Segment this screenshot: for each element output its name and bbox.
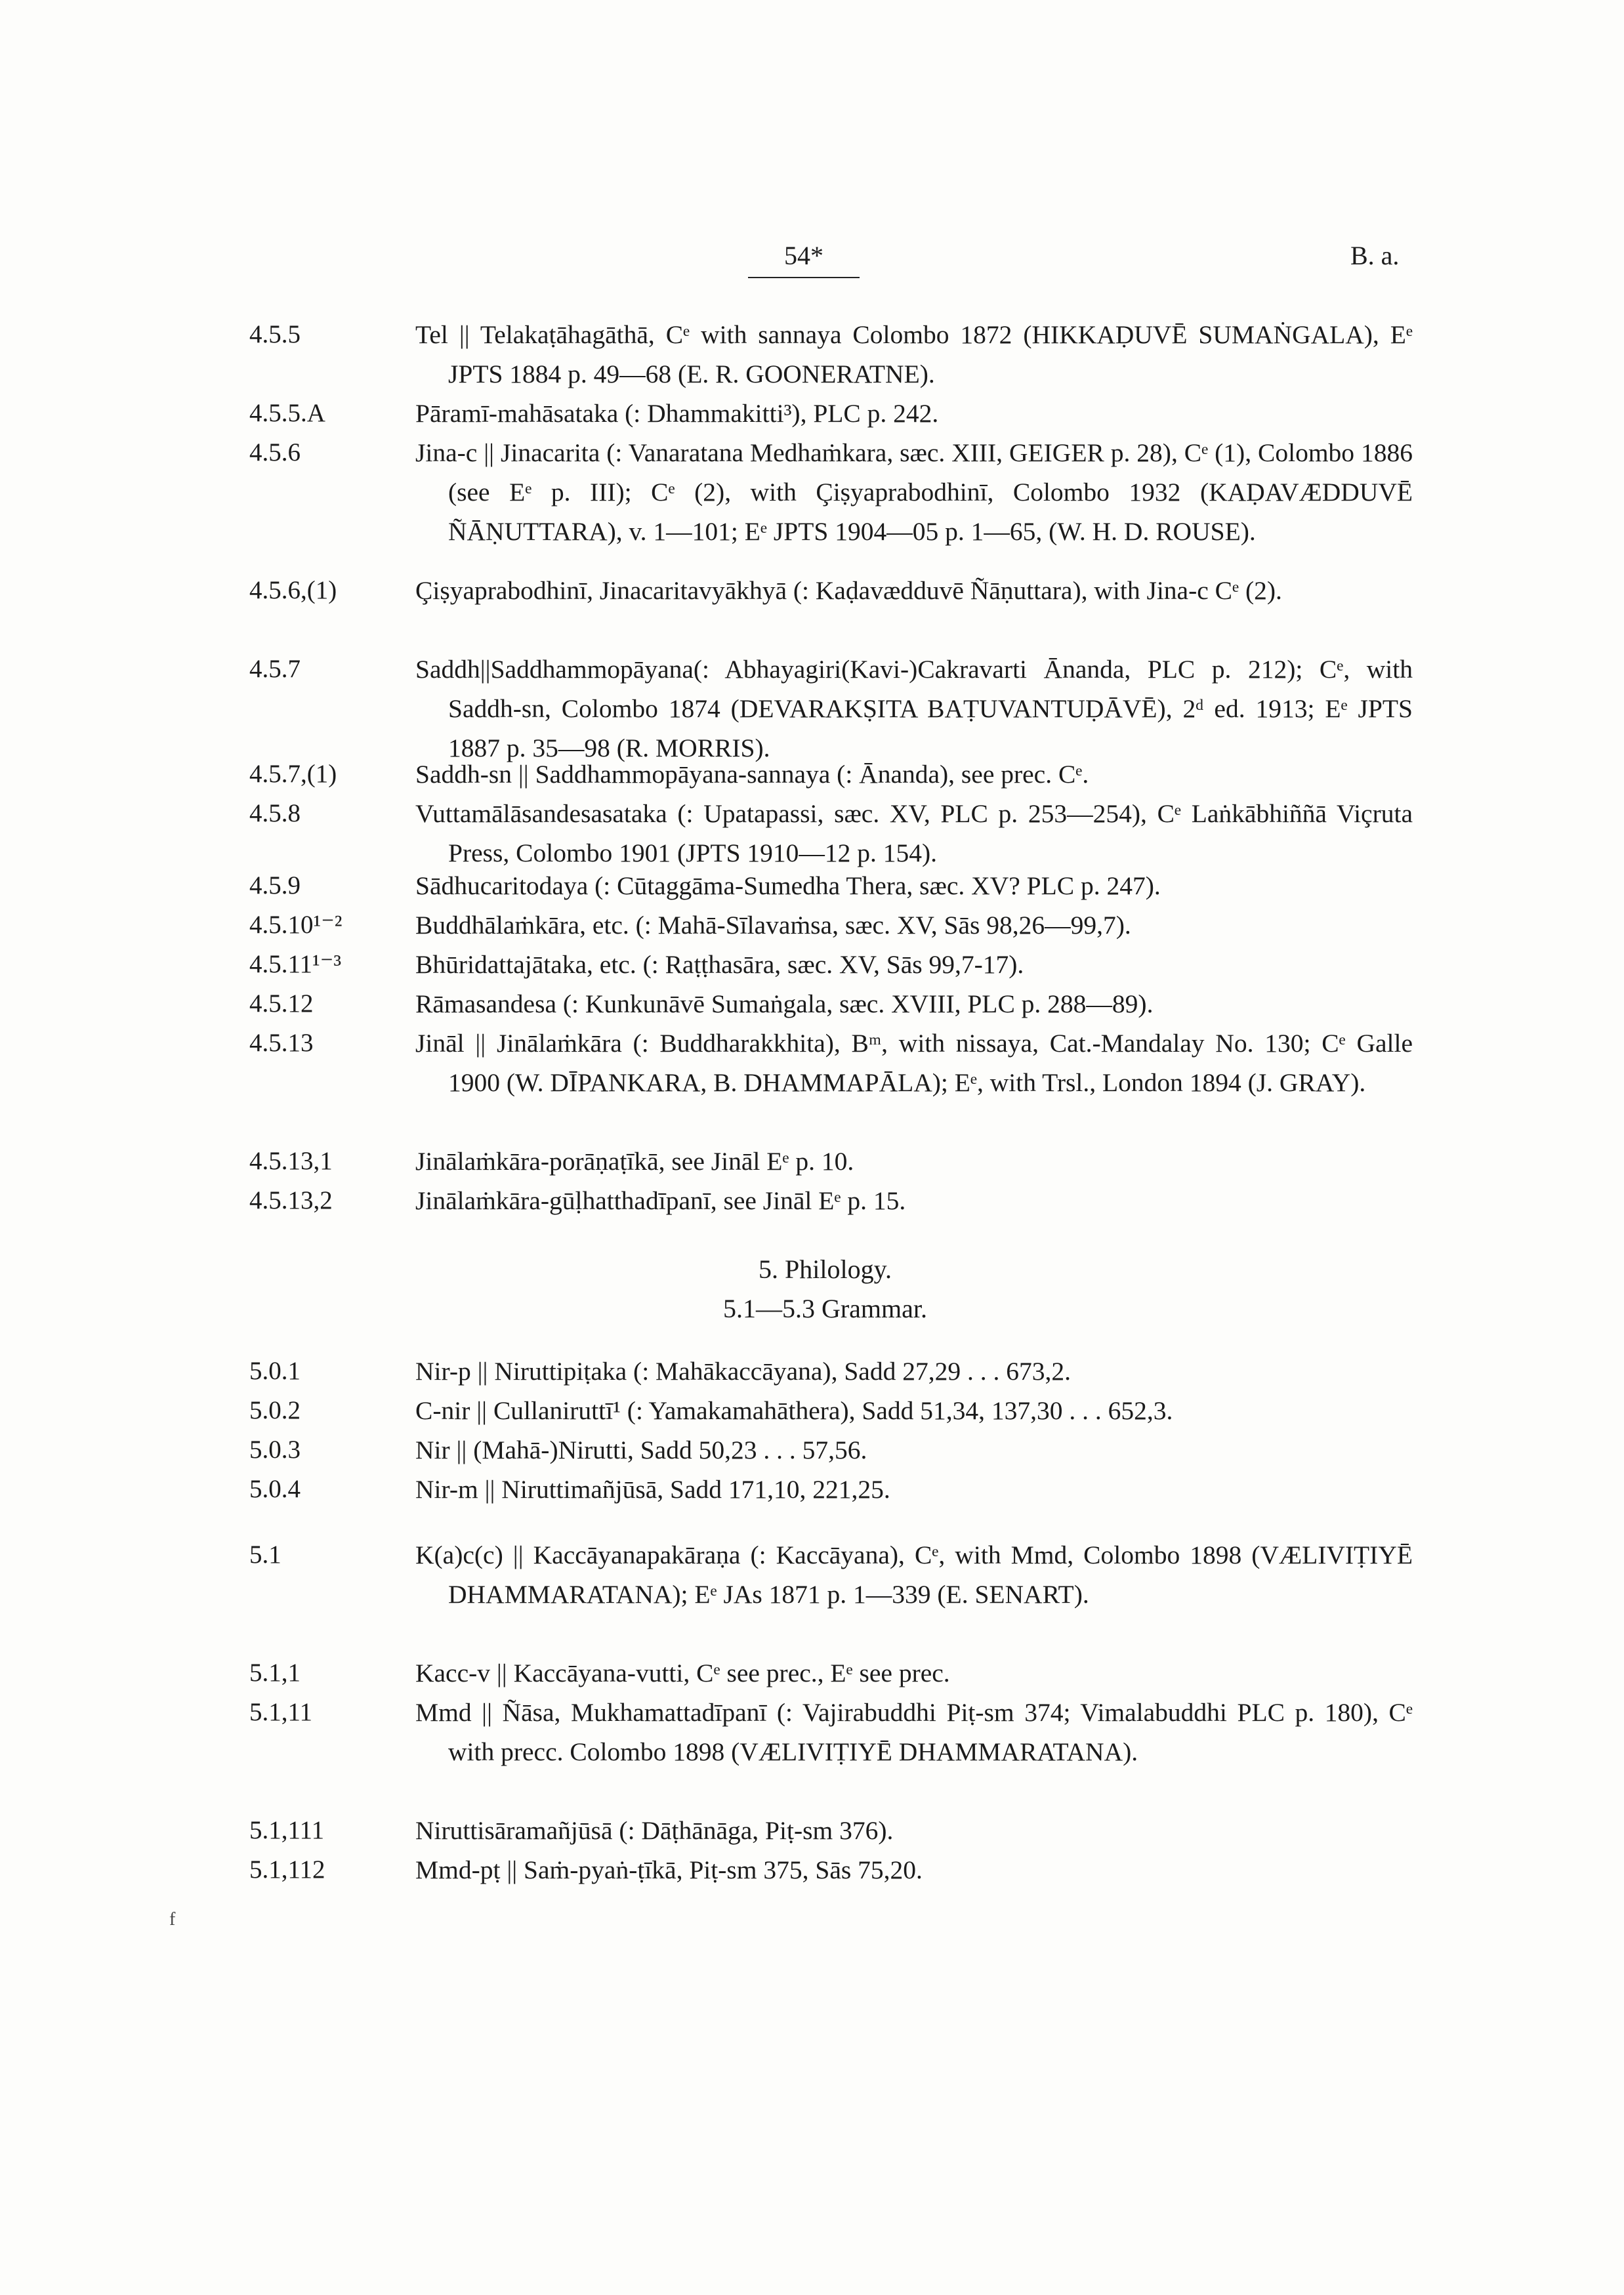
- entry-text: Jinālaṁkāra-porāṇaṭīkā, see Jināl Eᵉ p. 10.: [415, 1147, 854, 1176]
- entry-number: 4.5.6: [249, 438, 301, 466]
- section-mark: B. a.: [1350, 241, 1400, 270]
- entry-text: Saddh||Saddhammopāyana(: Abhayagiri(Kavi-)Cakravarti Ānanda, PLC p. 212); Cᵉ, with Saddh-sn, Colombo 1874 (DEVARAKṢITA BAṬUVANTUḌĀVĒ), 2ᵈ ed. 1913; Eᵉ JPTS 1887 p. 35—98 (R. MORRIS).: [415, 655, 1413, 762]
- entry-text: Niruttisāramañjūsā (: Dāṭhānāga, Piṭ-sm 376).: [415, 1816, 894, 1845]
- entry-number: 4.5.13: [249, 1029, 314, 1057]
- entry-number: 4.5.11¹⁻³: [249, 950, 342, 978]
- entry-text: Rāmasandesa (: Kunkunāvē Sumaṅgala, sæc. XVIII, PLC p. 288—89).: [415, 989, 1154, 1018]
- entry-number: 5.1,112: [249, 1855, 325, 1884]
- section-subtitle: 5.1—5.3 Grammar.: [722, 1294, 928, 1323]
- entry-number: 4.5.7: [249, 655, 301, 683]
- entry-number: 4.5.7,(1): [249, 760, 337, 788]
- entry-text: C-nir || Cullaniruttī¹ (: Yamakamahāthera), Sadd 51,34, 137,30 . . . 652,3.: [415, 1396, 1173, 1425]
- entry-text: Jinālaṁkāra-gūḷhatthadīpanī, see Jināl Eᵉ p. 15.: [415, 1186, 906, 1215]
- entry-number: 5.0.1: [249, 1357, 301, 1385]
- entry-text: Nir-m || Niruttimañjūsā, Sadd 171,10, 221,25.: [415, 1475, 890, 1504]
- entry-number: 5.1: [249, 1540, 281, 1569]
- section-title: 5. Philology.: [759, 1254, 892, 1284]
- entry-number: 5.0.4: [249, 1475, 301, 1503]
- entry-number: 4.5.5: [249, 320, 301, 348]
- entry-text: Buddhālaṁkāra, etc. (: Mahā-Sīlavaṁsa, sæc. XV, Sās 98,26—99,7).: [415, 911, 1131, 940]
- entry-text: Vuttamālāsandesasataka (: Upatapassi, sæc. XV, PLC p. 253—254), Cᵉ Laṅkābhiññā Viçruta Press, Colombo 1901 (JPTS 1910—12 p. 154).: [415, 799, 1413, 867]
- entry-text: Pāramī-mahāsataka (: Dhammakitti³), PLC p. 242.: [415, 399, 939, 428]
- page-number: 54*: [748, 236, 860, 278]
- entry-text: Çiṣyaprabodhinī, Jinacaritavyākhyā (: Kaḍavædduvē Ñāṇuttara), with Jina-c Cᵉ (2).: [415, 576, 1282, 605]
- entry-number: 4.5.10¹⁻²: [249, 911, 343, 939]
- entry-number: 4.5.13,1: [249, 1147, 333, 1175]
- entry-text: Jināl || Jinālaṁkāra (: Buddharakkhita), Bᵐ, with nissaya, Cat.-Mandalay No. 130; Cᵉ Galle 1900 (W. DĪPANKARA, B. DHAMMAPĀLA); Eᵉ, with Trsl., London 1894 (J. GRAY).: [415, 1029, 1413, 1097]
- entry-text: Saddh-sn || Saddhammopāyana-sannaya (: Ānanda), see prec. Cᵉ.: [415, 760, 1089, 789]
- entry-text: Tel || Telakaṭāhagāthā, Cᵉ with sannaya Colombo 1872 (HIKKAḌUVĒ SUMAṄGALA), Eᵉ JPTS 1884 p. 49—68 (E. R. GOONERATNE).: [415, 320, 1413, 388]
- entry-number: 4.5.9: [249, 871, 301, 899]
- entry-text: K(a)c(c) || Kaccāyanapakāraṇa (: Kaccāyana), Cᵉ, with Mmd, Colombo 1898 (VÆLIVIṬIYĒ DHAMMARATANA); Eᵉ JAs 1871 p. 1—339 (E. SENART).: [415, 1540, 1413, 1609]
- entry-text: Bhūridattajātaka, etc. (: Raṭṭhasāra, sæc. XV, Sās 99,7-17).: [415, 950, 1024, 979]
- entry-text: Nir || (Mahā-)Nirutti, Sadd 50,23 . . . 57,56.: [415, 1436, 867, 1464]
- entry-number: 5.0.3: [249, 1436, 301, 1464]
- entry-text: Kacc-v || Kaccāyana-vutti, Cᵉ see prec., Eᵉ see prec.: [415, 1659, 950, 1687]
- entry-number: 4.5.6,(1): [249, 576, 337, 604]
- entry-text: Mmd-pṭ || Saṁ-pyaṅ-ṭīkā, Piṭ-sm 375, Sās 75,20.: [415, 1855, 923, 1884]
- entry-number: 4.5.5.A: [249, 399, 325, 427]
- page-header: [0, 236, 1624, 282]
- entry-text: Mmd || Ñāsa, Mukhamattadīpanī (: Vajirabuddhi Piṭ-sm 374; Vimalabuddhi PLC p. 180), Cᵉ with precc. Colombo 1898 (VÆLIVIṬIYĒ DHAMMARATANA).: [415, 1698, 1413, 1766]
- entry-number: 4.5.13,2: [249, 1186, 333, 1214]
- entry-text: Sādhucaritodaya (: Cūtaggāma-Sumedha Thera, sæc. XV? PLC p. 247).: [415, 871, 1161, 900]
- entry-text: Jina-c || Jinacarita (: Vanaratana Medhaṁkara, sæc. XIII, GEIGER p. 28), Cᵉ (1), Colombo 1886 (see Eᵉ p. III); Cᵉ (2), with Çiṣyaprabodhinī, Colombo 1932 (KAḌAVÆDDUVĒ ÑĀṆUTTARA), v. 1—101; Eᵉ JPTS 1904—05 p. 1—65, (W. H. D. ROUSE).: [415, 438, 1413, 546]
- entry-number: 4.5.8: [249, 799, 301, 827]
- entry-number: 5.0.2: [249, 1396, 301, 1424]
- entry-text: Nir-p || Niruttipiṭaka (: Mahākaccāyana), Sadd 27,29 . . . 673,2.: [415, 1357, 1071, 1386]
- entry-number: 5.1,11: [249, 1698, 313, 1726]
- entry-number: 5.1,1: [249, 1659, 301, 1687]
- entry-number: 5.1,111: [249, 1816, 325, 1844]
- entry-number: 4.5.12: [249, 989, 314, 1018]
- margin-mark: f: [169, 1909, 176, 1930]
